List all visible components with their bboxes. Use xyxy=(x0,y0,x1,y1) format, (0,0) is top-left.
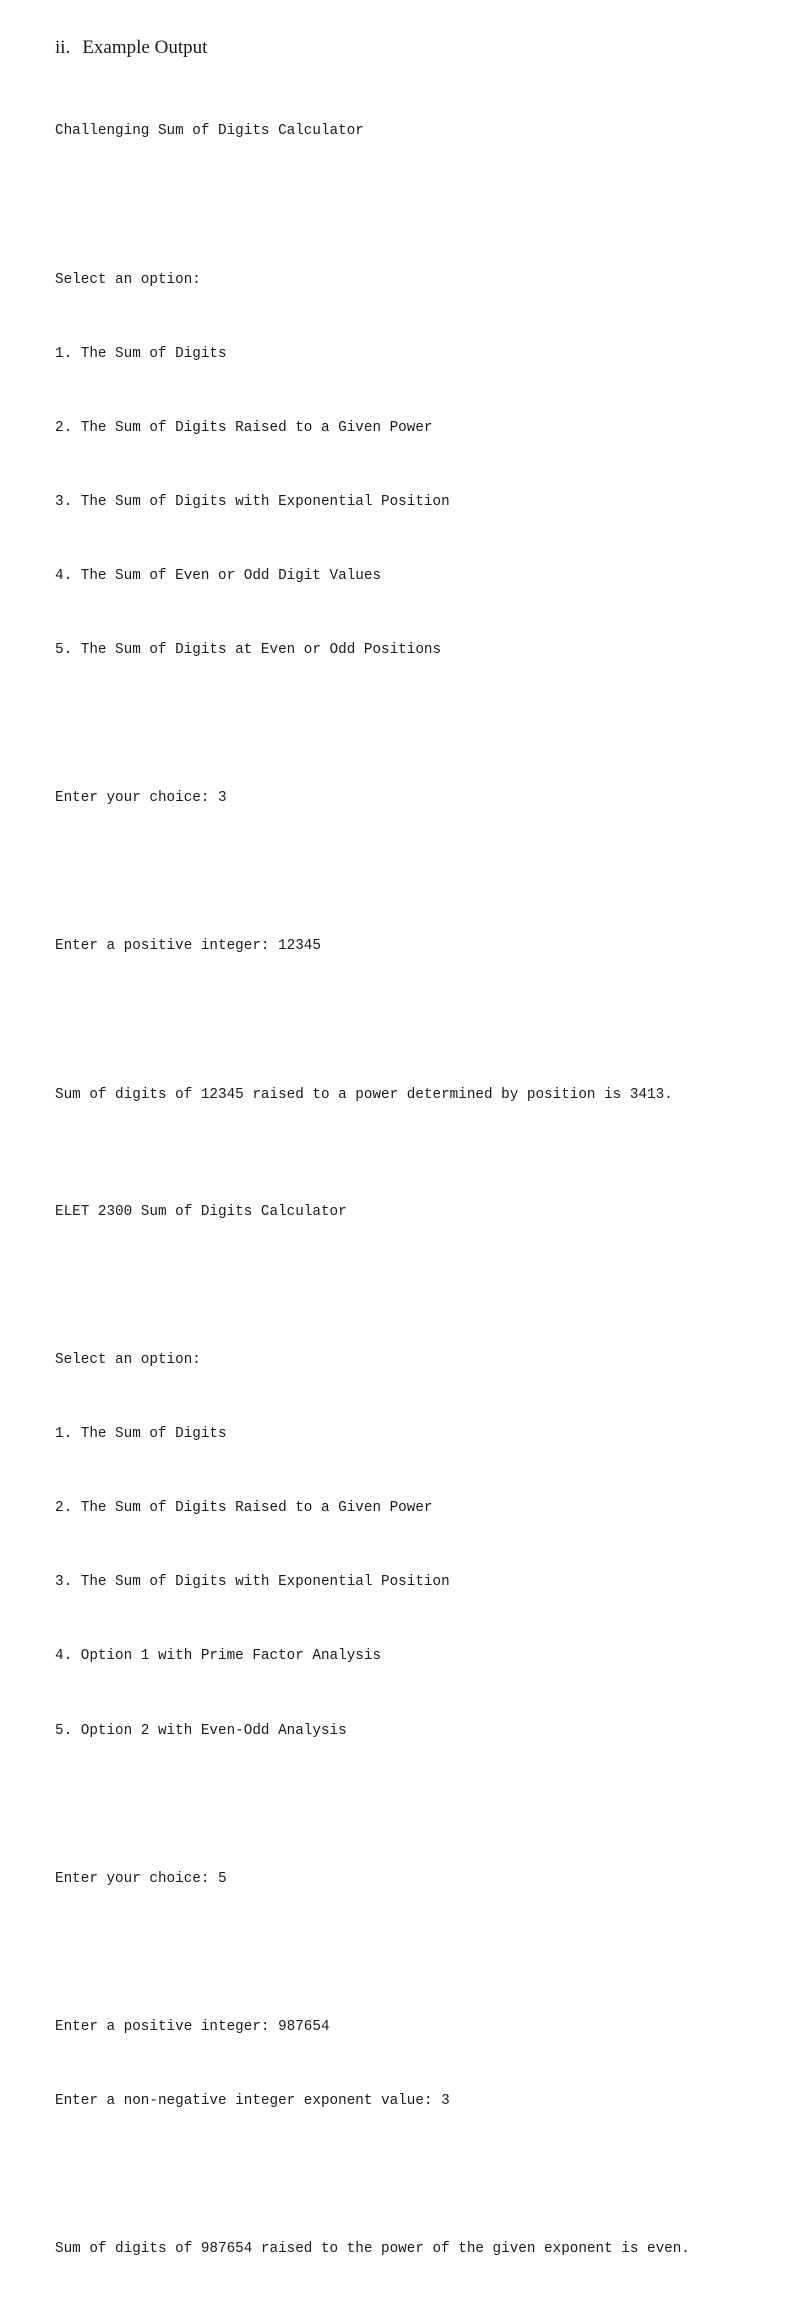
blank-line xyxy=(55,712,771,737)
run2-title: ELET 2300 Sum of Digits Calculator xyxy=(55,1203,347,1220)
run2-integer-line: Enter a positive integer: 987654 xyxy=(55,2018,330,2035)
blank-line xyxy=(55,1009,771,1034)
run1-option-2: 2. The Sum of Digits Raised to a Given Power xyxy=(55,419,433,436)
section-title: Example Output xyxy=(82,37,208,58)
blank-line xyxy=(55,2163,771,2188)
blank-line xyxy=(55,1793,771,1818)
run2-option-5: 5. Option 2 with Even-Odd Analysis xyxy=(55,1722,347,1739)
run2-choice-line: Enter your choice: 5 xyxy=(55,1870,227,1887)
run2-option-3: 3. The Sum of Digits with Exponential Position xyxy=(55,1574,450,1591)
run1-title: Challenging Sum of Digits Calculator xyxy=(55,123,364,140)
run1-option-1: 1. The Sum of Digits xyxy=(55,345,227,362)
blank-line xyxy=(55,860,771,885)
run2-exponent-line: Enter a non-negative integer exponent value: 3 xyxy=(55,2093,450,2110)
blank-line xyxy=(55,1274,771,1299)
section-heading xyxy=(55,36,771,60)
run1-option-4: 4. The Sum of Even or Odd Digit Values xyxy=(55,567,382,584)
run1-result-line: Sum of digits of 12345 raised to a power determined by position is 3413. xyxy=(55,1086,673,1103)
run1-choice-line: Enter your choice: 3 xyxy=(55,790,227,807)
run2-prompt: Select an option: xyxy=(55,1352,201,1369)
run1-option-5: 5. The Sum of Digits at Even or Odd Positions xyxy=(55,642,442,659)
run2-result-line: Sum of digits of 987654 raised to the power of the given exponent is even. xyxy=(55,2241,690,2258)
section-number: ii. xyxy=(55,37,71,58)
run1-prompt: Select an option: xyxy=(55,271,201,288)
blank-line xyxy=(55,194,771,219)
console-output xyxy=(55,70,771,2311)
run1-option-3: 3. The Sum of Digits with Exponential Position xyxy=(55,493,450,510)
run2-option-1: 1. The Sum of Digits xyxy=(55,1426,227,1443)
run2-option-2: 2. The Sum of Digits Raised to a Given Power xyxy=(55,1500,433,1517)
blank-line xyxy=(55,1941,771,1966)
run2-option-4: 4. Option 1 with Prime Factor Analysis xyxy=(55,1648,382,1665)
document-page xyxy=(55,36,771,2311)
run1-integer-line: Enter a positive integer: 12345 xyxy=(55,938,321,955)
